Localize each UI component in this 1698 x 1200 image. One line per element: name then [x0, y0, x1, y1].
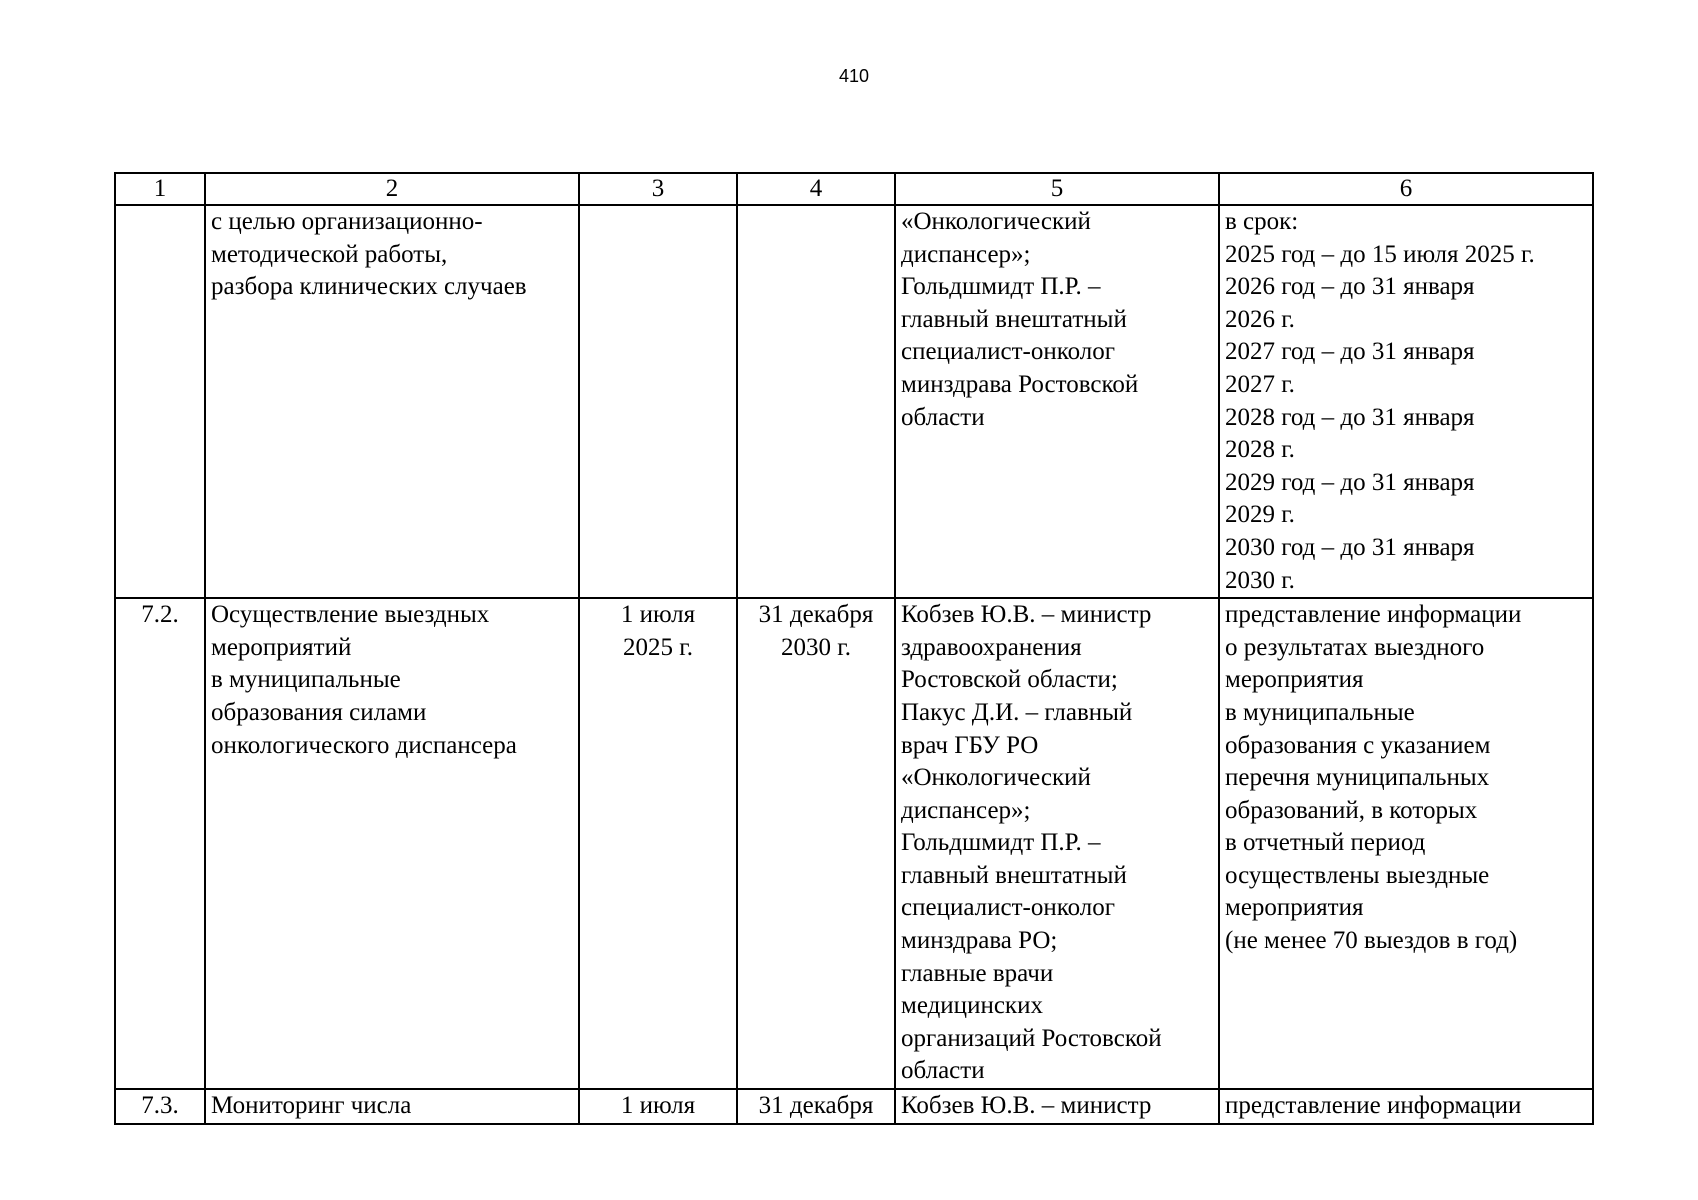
- responsible-cell: Кобзев Ю.В. – министр здравоохранения Ростовской области; Пакус Д.И. – главный врач ГБУ РО «Онкологический диспансер»; Гольдшмидт П.Р. – главный внештатный специалист-онколог минздрава РО; главные врачи медицинских организаций Ростовской области: [895, 598, 1219, 1089]
- table-row: [115, 205, 1593, 598]
- responsible-cell: Кобзев Ю.В. – министр: [895, 1089, 1219, 1124]
- activity-cell: Мониторинг числа: [205, 1089, 579, 1124]
- row-number-cell: [115, 205, 205, 598]
- column-header-4: 4: [737, 173, 895, 205]
- table-row: [115, 1089, 1593, 1124]
- table-row: [115, 598, 1593, 1089]
- start-date-cell: [579, 205, 737, 598]
- header-row: [115, 173, 1593, 205]
- column-header-1: 1: [115, 173, 205, 205]
- plan-table: [114, 172, 1594, 1125]
- result-cell: представление информации: [1219, 1089, 1593, 1124]
- activity-cell: Осуществление выездных мероприятий в муниципальные образования силами онкологического диспансера: [205, 598, 579, 1089]
- column-header-3: 3: [579, 173, 737, 205]
- end-date-cell: 31 декабря: [737, 1089, 895, 1124]
- start-date-cell: 1 июля: [579, 1089, 737, 1124]
- row-number-cell: 7.2.: [115, 598, 205, 1089]
- activity-cell: с целью организационно- методической работы, разбора клинических случаев: [205, 205, 579, 598]
- end-date-cell: [737, 205, 895, 598]
- row-number-cell: 7.3.: [115, 1089, 205, 1124]
- page-number: 410: [838, 66, 870, 86]
- result-cell: в срок: 2025 год – до 15 июля 2025 г. 2026 год – до 31 января 2026 г. 2027 год – до 31 января 2027 г. 2028 год – до 31 января 2028 г. 2029 год – до 31 января 2029 г. 2030 год – до 31 января 2030 г.: [1219, 205, 1593, 598]
- start-date-cell: 1 июля 2025 г.: [579, 598, 737, 1089]
- result-cell: представление информации о результатах выездного мероприятия в муниципальные образования с указанием перечня муниципальных образований, в которых в отчетный период осуществлены выездные мероприятия (не менее 70 выездов в год): [1219, 598, 1593, 1089]
- column-header-6: 6: [1219, 173, 1593, 205]
- end-date-cell: 31 декабря 2030 г.: [737, 598, 895, 1089]
- column-header-5: 5: [895, 173, 1219, 205]
- column-header-2: 2: [205, 173, 579, 205]
- responsible-cell: «Онкологический диспансер»; Гольдшмидт П.Р. – главный внештатный специалист-онколог минздрава Ростовской области: [895, 205, 1219, 598]
